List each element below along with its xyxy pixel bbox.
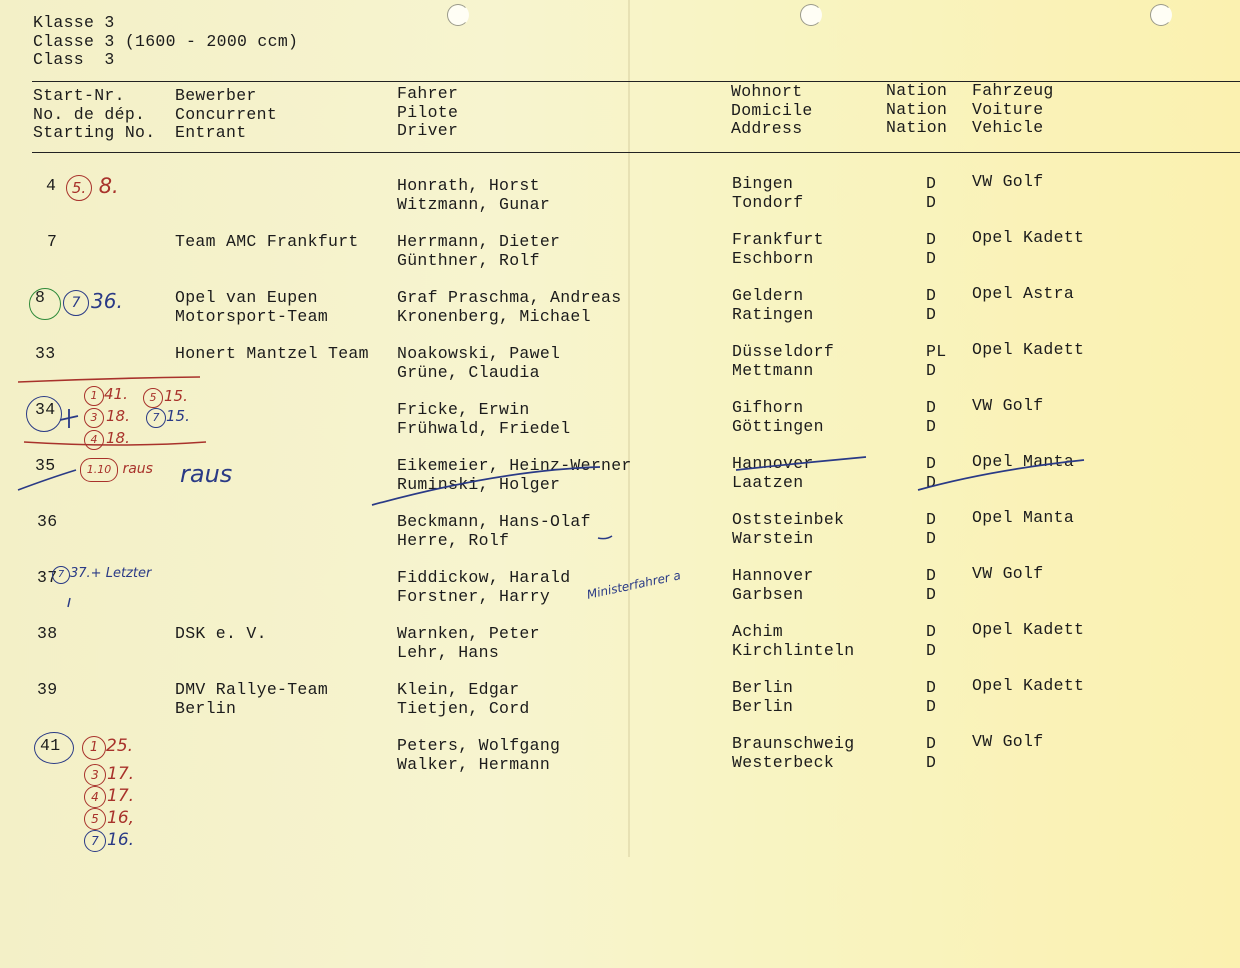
driver-address: Laatzen bbox=[732, 473, 804, 492]
start-number: 37 bbox=[37, 568, 58, 587]
driver-name: Herrmann, Dieter bbox=[397, 232, 561, 251]
driver-name: Herre, Rolf bbox=[397, 531, 510, 550]
driver-name: Noakowski, Pawel bbox=[397, 344, 561, 363]
driver-address: Gifhorn bbox=[732, 398, 804, 417]
vehicle: Opel Kadett bbox=[972, 340, 1085, 359]
vehicle: Opel Astra bbox=[972, 284, 1075, 303]
entrant-line: Berlin bbox=[175, 699, 237, 718]
driver-address: Geldern bbox=[732, 286, 804, 305]
annotation-row-37-note: Ministerfahrer a bbox=[585, 568, 682, 602]
driver-address: Ratingen bbox=[732, 305, 814, 324]
vehicle: Opel Kadett bbox=[972, 228, 1085, 247]
driver-address: Oststeinbek bbox=[732, 510, 845, 529]
driver-name: Günthner, Rolf bbox=[397, 251, 540, 270]
header-rule-top bbox=[32, 81, 1240, 82]
entrant-line: Motorsport-Team bbox=[175, 307, 329, 326]
vehicle: VW Golf bbox=[972, 172, 1044, 191]
driver-name: Grüne, Claudia bbox=[397, 363, 540, 382]
driver-nation: D bbox=[926, 249, 937, 268]
driver-address: Braunschweig bbox=[732, 734, 855, 753]
annotation-row-8: 7 36. bbox=[29, 288, 61, 325]
start-number: 38 bbox=[37, 624, 58, 643]
pen-tick bbox=[68, 598, 70, 607]
start-number: 41 bbox=[40, 736, 61, 755]
start-number: 33 bbox=[35, 344, 56, 363]
driver-address: Düsseldorf bbox=[732, 342, 835, 361]
driver-address: Berlin bbox=[732, 678, 794, 697]
driver-nation: D bbox=[926, 286, 937, 305]
driver-address: Tondorf bbox=[732, 193, 804, 212]
driver-nation: D bbox=[926, 734, 937, 753]
start-number: 4 bbox=[46, 176, 57, 195]
driver-nation: D bbox=[926, 678, 937, 697]
punch-hole bbox=[1150, 4, 1172, 26]
driver-name: Klein, Edgar bbox=[397, 680, 520, 699]
driver-address: Göttingen bbox=[732, 417, 824, 436]
vehicle: VW Golf bbox=[972, 564, 1044, 583]
driver-nation: D bbox=[926, 585, 937, 604]
driver-name: Forstner, Harry bbox=[397, 587, 551, 606]
vehicle: VW Golf bbox=[972, 396, 1044, 415]
driver-name: Beckmann, Hans-Olaf bbox=[397, 512, 591, 531]
driver-nation: D bbox=[926, 641, 937, 660]
annotation-row-35: 1.10 raus bbox=[80, 458, 153, 482]
vehicle: Opel Kadett bbox=[972, 620, 1085, 639]
entrant-line: Honert Mantzel Team bbox=[175, 344, 369, 363]
driver-address: Frankfurt bbox=[732, 230, 824, 249]
driver-nation: D bbox=[926, 174, 937, 193]
driver-name: Warnken, Peter bbox=[397, 624, 540, 643]
driver-nation: D bbox=[926, 230, 937, 249]
driver-address: Warstein bbox=[732, 529, 814, 548]
entrant-line: DMV Rallye-Team bbox=[175, 680, 329, 699]
driver-nation: D bbox=[926, 361, 937, 380]
vehicle: Opel Kadett bbox=[972, 676, 1085, 695]
driver-name: Lehr, Hans bbox=[397, 643, 500, 662]
start-number: 34 bbox=[35, 400, 56, 419]
class-header: Klasse 3 Classe 3 (1600 - 2000 ccm) Class 3 bbox=[33, 13, 299, 69]
annotation-row-41: 1 25. 3 17. 4 17. 5 16, 7 16. bbox=[34, 728, 194, 853]
driver-address: Hannover bbox=[732, 454, 814, 473]
col-header-nation: Nation Nation Nation bbox=[886, 81, 948, 137]
driver-nation: D bbox=[926, 305, 937, 324]
pen-tick bbox=[598, 536, 612, 539]
entrant-line: Opel van Eupen bbox=[175, 288, 318, 307]
annotation-row-35-raus: raus bbox=[180, 460, 233, 488]
vehicle: Opel Manta bbox=[972, 452, 1075, 471]
driver-name: Witzmann, Gunar bbox=[397, 195, 551, 214]
paper-fold bbox=[628, 0, 630, 857]
driver-address: Berlin bbox=[732, 697, 794, 716]
driver-name: Eikemeier, Heinz-Werner bbox=[397, 456, 632, 475]
entrant-line: DSK e. V. bbox=[175, 624, 267, 643]
driver-address: Hannover bbox=[732, 566, 814, 585]
entrant-line: Team AMC Frankfurt bbox=[175, 232, 359, 251]
col-header-start: Start-Nr. No. de dép. Starting No. bbox=[33, 86, 156, 142]
annotation-row-34: 1 41. 5 15. 3 18. 7 15. 4 18. bbox=[26, 390, 206, 450]
col-header-vehicle: Fahrzeug Voiture Vehicle bbox=[972, 81, 1054, 137]
driver-nation: D bbox=[926, 454, 937, 473]
driver-nation: D bbox=[926, 566, 937, 585]
driver-address: Mettmann bbox=[732, 361, 814, 380]
driver-address: Kirchlinteln bbox=[732, 641, 855, 660]
start-number: 36 bbox=[37, 512, 58, 531]
driver-name: Graf Praschma, Andreas bbox=[397, 288, 622, 307]
driver-name: Fricke, Erwin bbox=[397, 400, 530, 419]
start-number: 8 bbox=[35, 288, 46, 307]
driver-address: Garbsen bbox=[732, 585, 804, 604]
col-header-entrant: Bewerber Concurrent Entrant bbox=[175, 86, 278, 142]
driver-name: Frühwald, Friedel bbox=[397, 419, 571, 438]
driver-nation: PL bbox=[926, 342, 947, 361]
driver-nation: D bbox=[926, 193, 937, 212]
driver-name: Kronenberg, Michael bbox=[397, 307, 591, 326]
driver-name: Tietjen, Cord bbox=[397, 699, 530, 718]
driver-name: Fiddickow, Harald bbox=[397, 568, 571, 587]
red-separator-line bbox=[18, 377, 200, 382]
driver-address: Eschborn bbox=[732, 249, 814, 268]
driver-address: Bingen bbox=[732, 174, 794, 193]
vehicle: Opel Manta bbox=[972, 508, 1075, 527]
driver-nation: D bbox=[926, 398, 937, 417]
start-number: 7 bbox=[47, 232, 58, 251]
header-rule-bottom bbox=[32, 152, 1240, 153]
driver-nation: D bbox=[926, 753, 937, 772]
driver-name: Honrath, Horst bbox=[397, 176, 540, 195]
start-number: 39 bbox=[37, 680, 58, 699]
driver-nation: D bbox=[926, 529, 937, 548]
driver-name: Ruminski, Holger bbox=[397, 475, 561, 494]
punch-hole bbox=[447, 4, 469, 26]
start-number: 35 bbox=[35, 456, 56, 475]
driver-nation: D bbox=[926, 417, 937, 436]
driver-name: Walker, Hermann bbox=[397, 755, 551, 774]
col-header-address: Wohnort Domicile Address bbox=[731, 82, 813, 138]
driver-address: Achim bbox=[732, 622, 784, 641]
punch-hole bbox=[800, 4, 822, 26]
driver-nation: D bbox=[926, 697, 937, 716]
annotation-row-4: 5. 8. bbox=[66, 174, 119, 201]
driver-nation: D bbox=[926, 622, 937, 641]
vehicle: VW Golf bbox=[972, 732, 1044, 751]
driver-address: Westerbeck bbox=[732, 753, 835, 772]
annotation-row-37: 7 37.+ Letzter bbox=[52, 566, 151, 584]
driver-nation: D bbox=[926, 510, 937, 529]
col-header-driver: Fahrer Pilote Driver bbox=[397, 84, 459, 140]
driver-nation: D bbox=[926, 473, 937, 492]
driver-name: Peters, Wolfgang bbox=[397, 736, 561, 755]
